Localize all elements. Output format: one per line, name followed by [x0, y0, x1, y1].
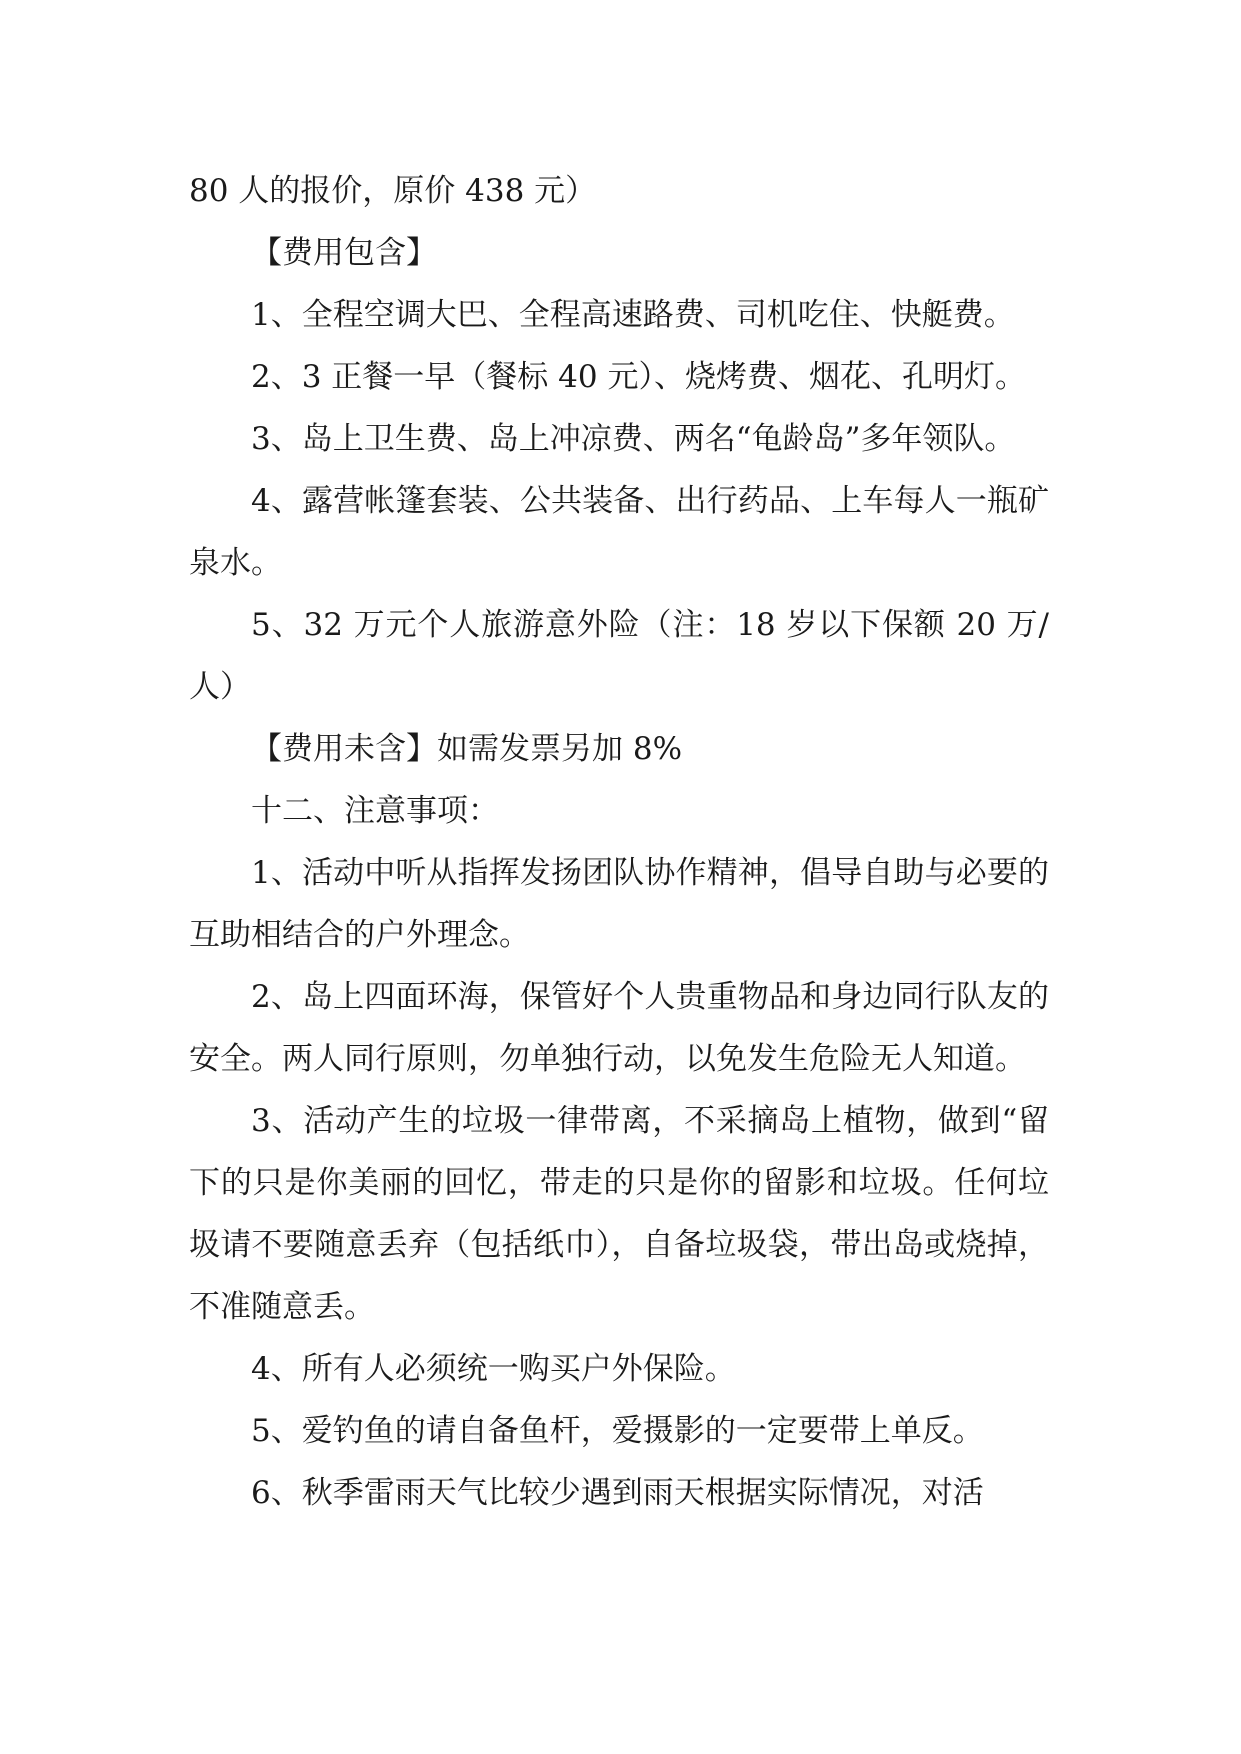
- note-item-2: 2、岛上四面环海，保管好个人贵重物品和身边同行队友的安全。两人同行原则，勿单独行动，以免发生危险无人知道。: [189, 979, 1049, 1077]
- heading-fees-excluded: 【费用未含】如需发票另加 8%: [251, 731, 683, 767]
- fee-item-2: 2、3 正餐一早（餐标 40 元）、烧烤费、烟花、孔明灯。: [251, 359, 1026, 395]
- note-item-6: 6、秋季雷雨天气比较少遇到雨天根据实际情况，对活: [251, 1475, 984, 1511]
- fee-item-1: 1、全程空调大巴、全程高速路费、司机吃住、快艇费。: [251, 297, 1015, 333]
- heading-fees-included: 【费用包含】: [251, 235, 437, 271]
- fee-item-4: 4、露营帐篷套装、公共装备、出行药品、上车每人一瓶矿泉水。: [189, 483, 1049, 581]
- paragraph-price-note: 80 人的报价，原价 438 元）: [189, 173, 597, 209]
- fee-item-5: 5、32 万元个人旅游意外险（注：18 岁以下保额 20 万/人）: [189, 607, 1049, 705]
- note-item-5: 5、爱钓鱼的请自备鱼杆，爱摄影的一定要带上单反。: [251, 1413, 984, 1449]
- fee-item-3: 3、岛上卫生费、岛上冲凉费、两名“龟龄岛”多年领队。: [251, 421, 1016, 457]
- note-item-4: 4、所有人必须统一购买户外保险。: [251, 1351, 736, 1387]
- heading-notes: 十二、注意事项：: [251, 793, 499, 829]
- document-body: [189, 160, 1049, 1524]
- note-item-1: 1、活动中听从指挥发扬团队协作精神，倡导自助与必要的互助相结合的户外理念。: [189, 855, 1049, 953]
- note-item-3: 3、活动产生的垃圾一律带离，不采摘岛上植物，做到“留下的只是你美丽的回忆，带走的只是你的留影和垃圾。任何垃圾请不要随意丢弃（包括纸巾），自备垃圾袋，带出岛或烧掉，不准随意丢。: [189, 1103, 1049, 1325]
